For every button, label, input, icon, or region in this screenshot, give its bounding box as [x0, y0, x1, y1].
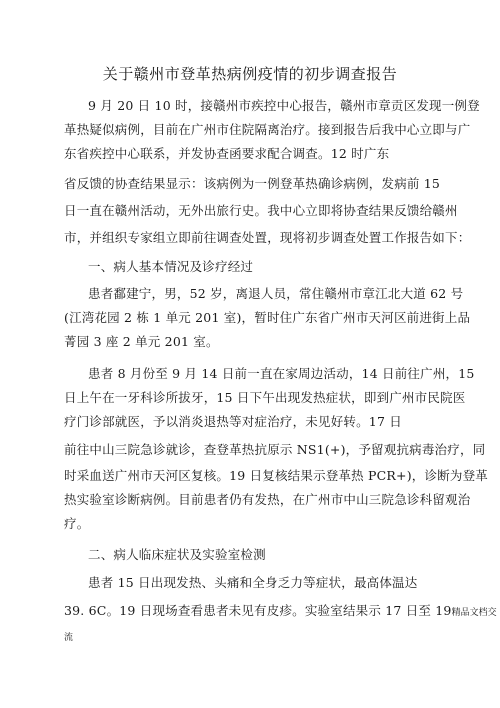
paragraph-line-text: 39. 6C。19 日现场查看患者未见有皮疹。实验室结果示 17 日至 19 — [64, 603, 452, 618]
watermark-text: 精品文档交 — [451, 608, 497, 618]
paragraph-line: 患者 8 月份至 9 月 14 日前一直在家周边活动，14 日前往广州，15 — [88, 366, 475, 381]
paragraph-line — [64, 603, 497, 621]
paragraph-line: (江湾花园 2 栋 1 单元 201 室)，暂时住广东省广州市天河区前进街上品 — [64, 310, 471, 325]
paragraph-line: 省反馈的协查结果显示：该病例为一例登革热确诊病例，发病前 15 — [64, 176, 441, 191]
page-title: 关于赣州市登革热病例疫情的初步调查报告 — [102, 65, 398, 83]
paragraph-line: 革热疑似病例，目前在广州市住院隔离治疗。接到报告后我中心立即与广 — [64, 122, 471, 137]
paragraph-line: 患者鄱建宁，男，52 岁，离退人员，常住赣州市章江北大道 62 号 — [88, 286, 464, 301]
paragraph-line: 患者 15 日出现发热、头痛和全身乏力等症状，最高体温达 — [88, 575, 418, 590]
paragraph-line: 前往中山三院急诊就诊，查登革热抗原示 NS1(+)，予留观抗病毒治疗，同 — [64, 442, 486, 457]
paragraph-line: 时采血送广州市天河区复核。19 日复核结果示登革热 PCR+)，诊断为登革 — [64, 468, 488, 483]
paragraph-line: 疗门诊部就医，予以消炎退热等对症治疗，未见好转。17 日 — [64, 414, 402, 429]
section-heading: 二、病人临床症状及实验室检测 — [88, 547, 266, 562]
paragraph-line: 日一直在赣州活动，无外出旅行史。我中心立即将协查结果反馈给赣州 — [64, 203, 458, 218]
paragraph-line: 菁园 3 座 2 单元 201 室。 — [64, 334, 219, 349]
section-heading: 一、病人基本情况及诊疗经过 — [88, 259, 254, 274]
paragraph-line: 市，并组织专家组立即前往调查处置，现将初步调查处置工作报告如下： — [64, 230, 471, 245]
paragraph-line: 疗。 — [64, 516, 90, 531]
paragraph-line: 热实验室诊断病例。目前患者仍有发热，在广州市中山三院急诊科留观治 — [64, 492, 471, 507]
paragraph-line: 9 月 20 日 10 时，接赣州市疾控中心报告，赣州市章贡区发现一例登 — [88, 98, 480, 113]
watermark-text-tail: 流 — [64, 633, 74, 643]
paragraph-line: 日上午在一牙科诊所拔牙，15 日下午出现发热症状，即到广州市民院医 — [64, 390, 466, 405]
paragraph-line: 东省疾控中心联系，并发协查函要求配合调查。12 时广东 — [64, 146, 390, 161]
